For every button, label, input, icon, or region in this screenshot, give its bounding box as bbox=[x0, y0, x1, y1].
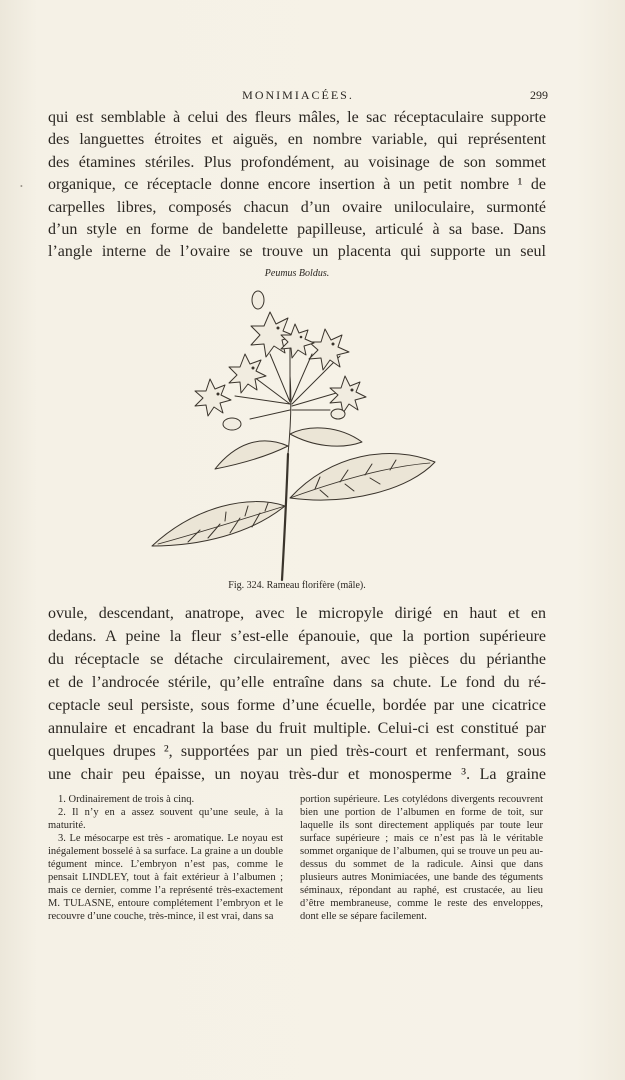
text-line: l’angle interne de l’ovaire se trouve un placenta qui supporte un seul bbox=[48, 243, 546, 261]
footnote-continuation: portion supérieure. Les cotylédons divergents recouvrent bien une portion de l’albumen en forme de toit, sur laquelle ils sont directement appliqués par toute leur surface supérieure ; mais ce n’est pas là le véritable sommet organique de l’albumen, qui se trouve un peu au-dessus du sommet de la radicule. Ainsi que dans plusieurs autres Monimiacées, une bande des téguments séminaux, répondant au raphé, est crustacée, au lieu d’être membraneuse, comme le reste des enveloppes, dont elle se sépare facilement. bbox=[300, 794, 543, 922]
text-line: annulaire et encadrant la base du fruit multiple. Celui-ci est constitué par bbox=[48, 720, 546, 737]
footnote: 1. Ordinairement de trois à cinq. bbox=[58, 794, 195, 805]
text-line: et de l’androcée stérile, qu’elle entraîne dans sa chute. Le fond du ré- bbox=[48, 674, 546, 691]
text-line: organique, ce réceptacle donne encore insertion à un petit nombre ¹ de bbox=[48, 176, 546, 194]
text-line: d’un style en forme de bandelette papilleuse, articulé à sa base. Dans bbox=[48, 221, 546, 239]
text-line: ceptacle seul persiste, sous forme d’une écuelle, bordée par une cicatrice bbox=[48, 697, 546, 714]
text-line: ovule, descendant, anatrope, avec le micropyle dirigé en haut et en bbox=[48, 605, 546, 622]
paragraph-bottom bbox=[48, 602, 546, 786]
running-head bbox=[48, 88, 548, 104]
text-line: une chair peu épaisse, un noyau très-dur et monosperme ³. La graine bbox=[48, 766, 546, 783]
paragraph-top bbox=[48, 107, 546, 264]
page-number: 299 bbox=[530, 88, 548, 102]
footnote: 2. Il n’y en a assez souvent qu’une seule, à la maturité. bbox=[48, 807, 283, 831]
footnotes-left-column bbox=[48, 793, 283, 923]
text-line: carpelles libres, composés chacun d’un ovaire uniloculaire, surmonté bbox=[48, 198, 546, 216]
footnote: 3. Le mésocarpe est très - aromatique. Le noyau est inégalement bosselé à sa surface. La graine a un double tégument mince. L’embryon n’est pas, comme le pensait LINDLEY, tout à fait extérieur à l’albumen ; mais ce dernier, comme l’a représenté très-exactement M. TULASNE, entoure complétement l’embryon et le recouvre d’une couche, très-mince, il est vrai, dans sa bbox=[48, 833, 283, 922]
footnotes-right-column bbox=[300, 793, 543, 923]
text-line: quelques drupes ², supportées par un pied très-court et renfermant, sous bbox=[48, 743, 546, 760]
figure-caption: Fig. 324. Rameau florifère (mâle). bbox=[228, 580, 366, 591]
running-title: MONIMIACÉES. bbox=[242, 88, 354, 102]
margin-dot: • bbox=[20, 182, 23, 191]
text-line: qui est semblable à celui des fleurs mâles, le sac réceptaculaire supporte bbox=[48, 109, 546, 126]
text-line: du réceptacle se détache circulairement, avec les pièces du périanthe bbox=[48, 651, 546, 668]
text-line: des étamines stériles. Plus profondément, au voisinage de son sommet bbox=[48, 153, 546, 171]
figure-title: Peumus Boldus. bbox=[264, 268, 330, 279]
botanical-illustration bbox=[140, 284, 450, 584]
text-line: des languettes étroites et aiguës, en nombre variable, qui représentent bbox=[48, 131, 546, 149]
text-line: dedans. A peine la fleur s’est-elle épanouie, que la portion supérieure bbox=[48, 628, 546, 645]
